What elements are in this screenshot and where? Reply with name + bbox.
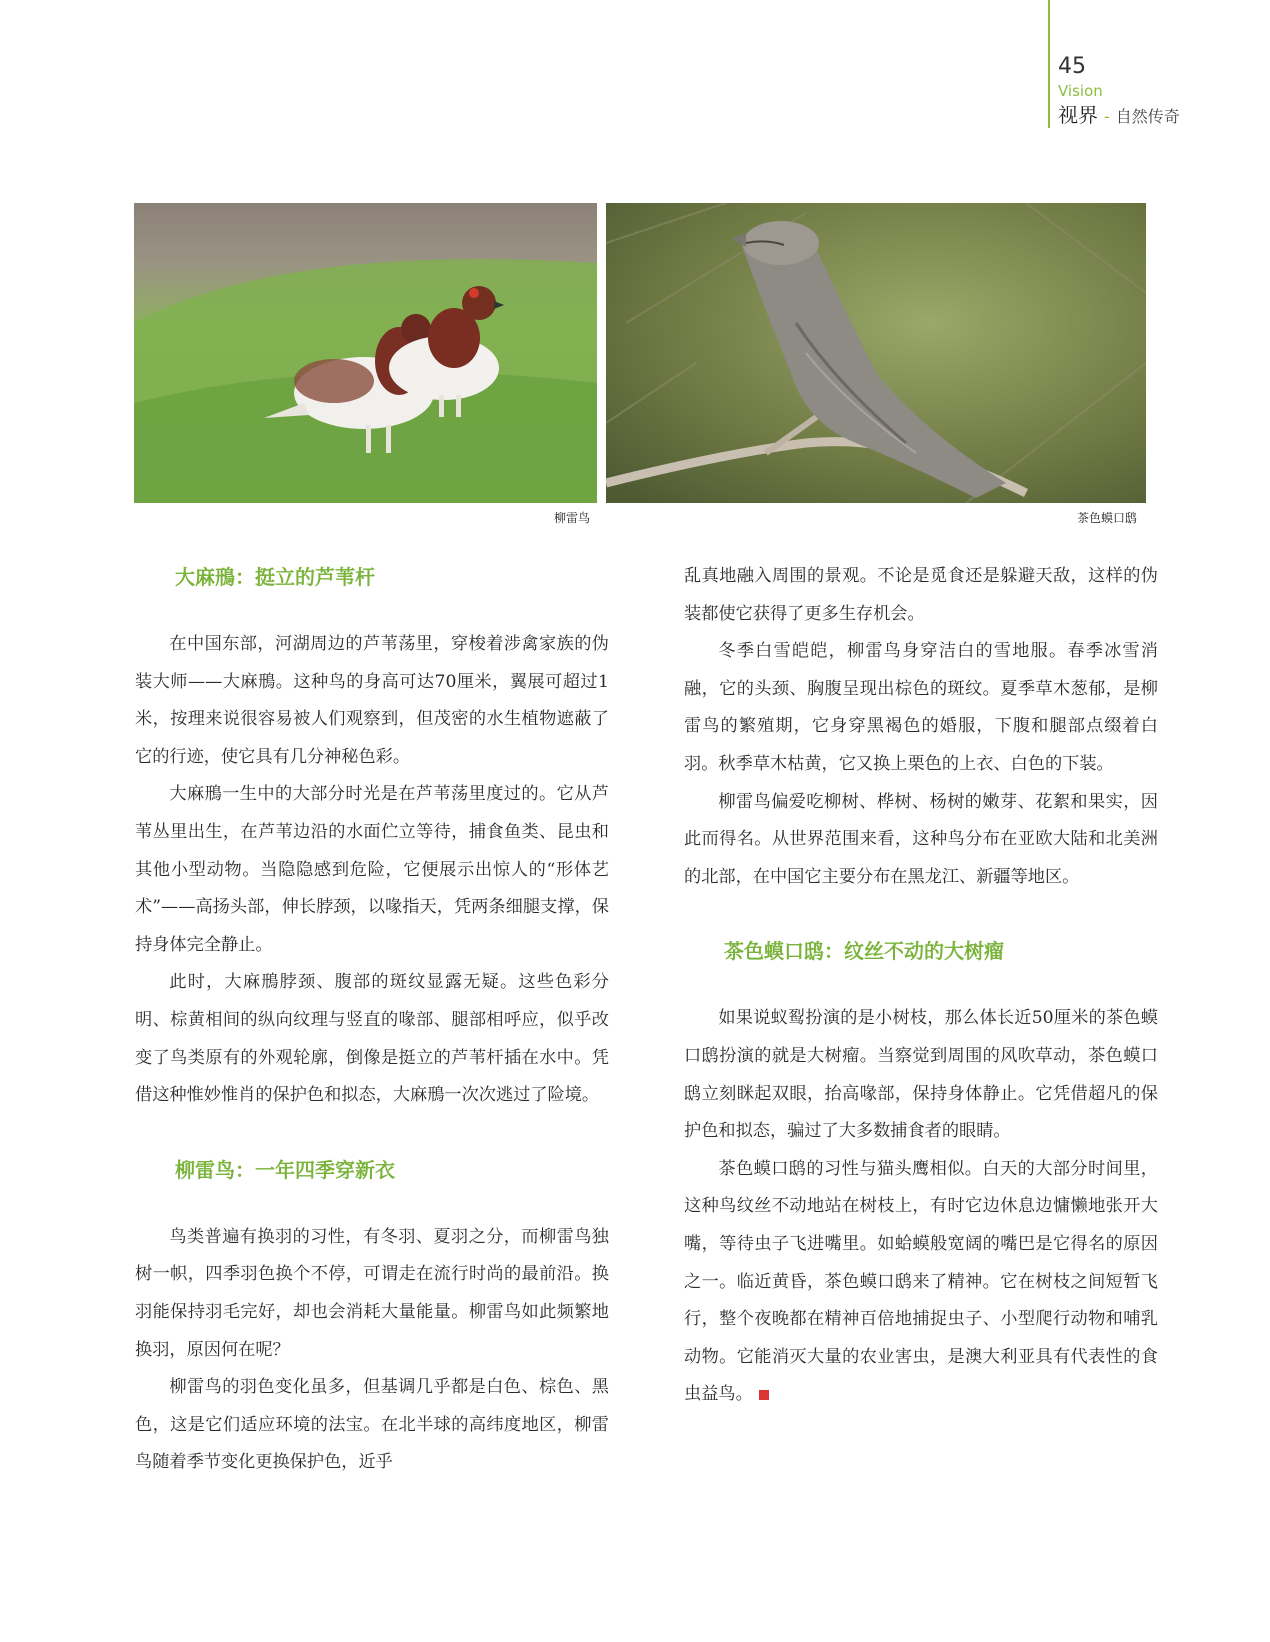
left-column (135, 558, 609, 1482)
subsection-name: 自然传奇 (1115, 107, 1180, 126)
paragraph: 乱真地融入周围的景观。不论是觅食还是躲避天敌，这样的伪装都使它获得了更多生存机会。 (684, 566, 1158, 624)
paragraph-final (684, 1151, 1158, 1414)
paragraph: 冬季白雪皑皑，柳雷鸟身穿洁白的雪地服。春季冰雪消融，它的头颈、胸腹呈现出棕色的斑纹。夏季草木葱郁，是柳雷鸟的繁殖期，它身穿黑褐色的婚服，下腹和腿部点缀着白羽。秋季草木枯黄，它又换上栗色的上衣、白色的下装。 (684, 641, 1158, 774)
paragraph: 柳雷鸟的羽色变化虽多，但基调几乎都是白色、棕色、黑色，这是它们适应环境的法宝。在北半球的高纬度地区，柳雷鸟随着季节变化更换保护色，近乎 (135, 1377, 609, 1473)
section-title (1058, 102, 1180, 130)
heading-bittern: 大麻鳽：挺立的芦苇杆 (175, 565, 375, 589)
photo-willow-ptarmigan (134, 203, 597, 503)
end-mark-icon (759, 1390, 769, 1400)
paragraph: 柳雷鸟偏爱吃柳树、桦树、杨树的嫩芽、花絮和果实，因此而得名。从世界范围来看，这种鸟分布在亚欧大陆和北美洲的北部，在中国它主要分布在黑龙江、新疆等地区。 (684, 791, 1158, 887)
photo-caption-tawny-frogmouth: 茶色蟆口鸱 (1077, 511, 1138, 525)
heading-willow-ptarmigan: 柳雷鸟：一年四季穿新衣 (175, 1157, 395, 1182)
photo-tawny-frogmouth (606, 203, 1146, 503)
right-column (684, 558, 1158, 1414)
paragraph-final-text: 茶色蟆口鸱的习性与猫头鹰相似。白天的大部分时间里，这种鸟纹丝不动地站在树枝上，有时它边休息边慵懒地张开大嘴，等待虫子飞进嘴里。如蛤蟆般宽阔的嘴巴是它得名的原因之一。临近黄昏，茶色蟆口鸱来了精神。它在树枝之间短暂飞行，整个夜晚都在精神百倍地捕捉虫子、小型爬行动物和哺乳动物。它能消灭大量的农业害虫，是澳大利亚具有代表性的食虫益鸟。 (684, 1158, 1158, 1405)
vision-label: Vision (1058, 82, 1103, 100)
paragraph: 鸟类普遍有换羽的习性，有冬羽、夏羽之分，而柳雷鸟独树一帜，四季羽色换个不停，可谓走在流行时尚的最前沿。换羽能保持羽毛完好，却也会消耗大量能量。柳雷鸟如此频繁地换羽，原因何在呢？ (135, 1226, 609, 1360)
heading-tawny-frogmouth: 茶色蟆口鸱：纹丝不动的大树瘤 (724, 939, 1004, 964)
paragraph: 在中国东部，河湖周边的芦苇荡里，穿梭着涉禽家族的伪装大师——大麻鳽。这种鸟的身高可达70厘米，翼展可超过1米，按理来说很容易被人们观察到，但茂密的水生植物遮蔽了它的行迹，使它具有几分神秘色彩。 (135, 634, 609, 767)
section-separator: - (1104, 107, 1110, 126)
paragraph: 此时，大麻鳽脖颈、腹部的斑纹显露无疑。这些色彩分明、棕黄相间的纵向纹理与竖直的喙部、腿部相呼应，似乎改变了鸟类原有的外观轮廓，倒像是挺立的芦苇杆插在水中。凭借这种惟妙惟肖的保护色和拟态，大麻鳽一次次逃过了险境。 (135, 972, 609, 1106)
page-number: 45 (1058, 54, 1086, 79)
paragraph: 如果说蚁䴕扮演的是小树枝，那么体长近50厘米的茶色蟆口鸱扮演的就是大树瘤。当察觉到周围的风吹草动，茶色蟆口鸱立刻眯起双眼，抬高喙部，保持身体静止。它凭借超凡的保护色和拟态，骗过了大多数捕食者的眼睛。 (684, 1008, 1158, 1142)
paragraph: 大麻鳽一生中的大部分时光是在芦苇荡里度过的。它从芦苇丛里出生，在芦苇边沿的水面伫立等待，捕食鱼类、昆虫和其他小型动物。当隐隐感到危险，它便展示出惊人的“形体艺术”——高扬头部，伸长脖颈，以喙指天，凭两条细腿支撑，保持身体完全静止。 (135, 784, 609, 955)
header-divider (1048, 0, 1050, 128)
photo-caption-willow-ptarmigan: 柳雷鸟 (554, 511, 591, 525)
section-name: 视界 (1058, 103, 1098, 127)
